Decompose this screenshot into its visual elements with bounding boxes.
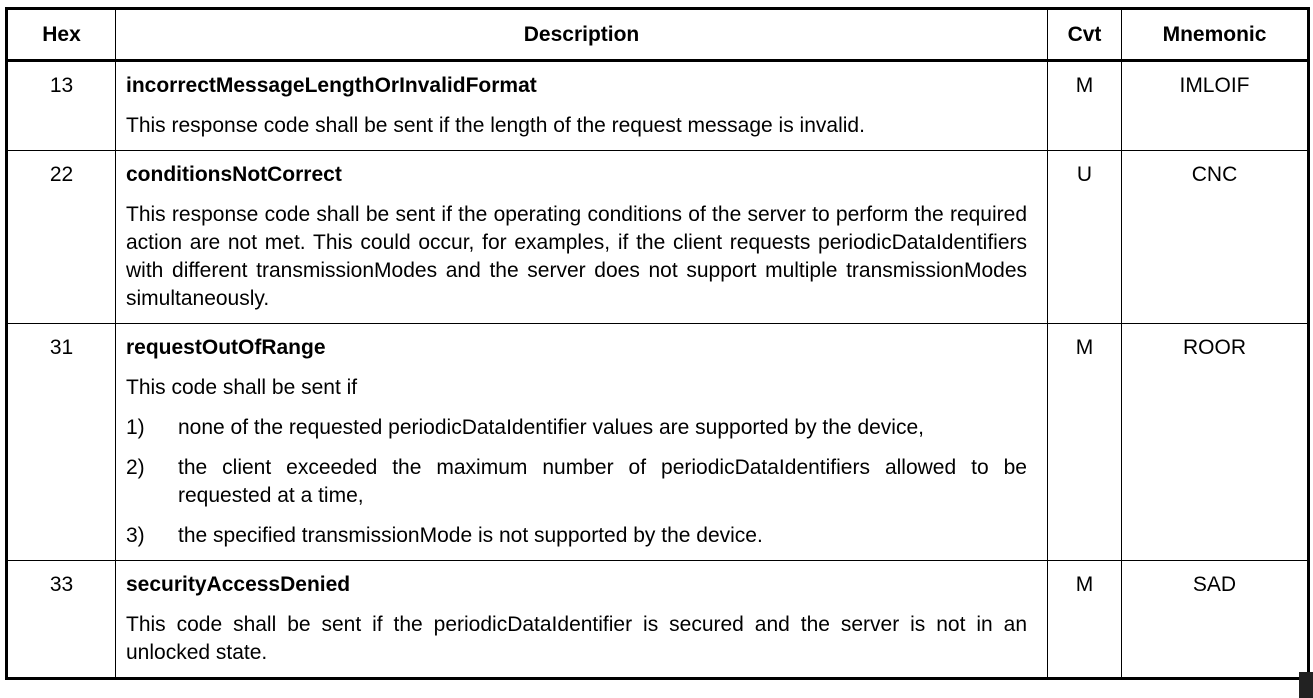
- code-name: requestOutOfRange: [126, 336, 326, 359]
- table-row: [7, 561, 1309, 679]
- response-code-table: [5, 7, 1310, 680]
- list-item-number: 2): [126, 456, 145, 479]
- hex-cell: 13: [7, 61, 116, 151]
- page-edge-mark: [1299, 672, 1313, 698]
- cvt-cell: U: [1048, 151, 1122, 324]
- header-description: Description: [116, 9, 1048, 61]
- code-description: This response code shall be sent if the length of the request message is invalid.: [126, 114, 865, 137]
- list-item: [126, 522, 1027, 550]
- mnemonic-cell: IMLOIF: [1122, 61, 1309, 151]
- hex-cell: 31: [7, 324, 116, 561]
- list-item-text: the client exceeded the maximum number of periodicDataIdentifiers allowed to be requested at a time,: [178, 456, 1027, 507]
- table-row: [7, 324, 1309, 561]
- description-cell: [116, 61, 1048, 151]
- table-row: [7, 61, 1309, 151]
- header-cvt: Cvt: [1048, 9, 1122, 61]
- description-cell: [116, 151, 1048, 324]
- mnemonic-cell: CNC: [1122, 151, 1309, 324]
- list-item-number: 1): [126, 416, 145, 439]
- code-description: This code shall be sent if: [126, 376, 358, 399]
- list-item-text: the specified transmissionMode is not supported by the device.: [178, 524, 763, 547]
- table-row: [7, 151, 1309, 324]
- list-item-number: 3): [126, 524, 145, 547]
- list-item: [126, 414, 1027, 442]
- mnemonic-cell: ROOR: [1122, 324, 1309, 561]
- list-item-text: none of the requested periodicDataIdentifier values are supported by the device,: [178, 416, 924, 439]
- header-mnemonic: Mnemonic: [1122, 9, 1309, 61]
- header-row: [7, 9, 1309, 61]
- code-name: incorrectMessageLengthOrInvalidFormat: [126, 74, 537, 97]
- hex-cell: 33: [7, 561, 116, 679]
- hex-cell: 22: [7, 151, 116, 324]
- code-description: This code shall be sent if the periodicDataIdentifier is secured and the server is not in an unlocked state.: [126, 613, 1027, 664]
- code-name: securityAccessDenied: [126, 573, 351, 596]
- description-cell: [116, 324, 1048, 561]
- cvt-cell: M: [1048, 61, 1122, 151]
- cvt-cell: M: [1048, 561, 1122, 679]
- cvt-cell: M: [1048, 324, 1122, 561]
- list-item: [126, 454, 1027, 510]
- header-hex: Hex: [7, 9, 116, 61]
- mnemonic-cell: SAD: [1122, 561, 1309, 679]
- code-name: conditionsNotCorrect: [126, 163, 342, 186]
- code-description: This response code shall be sent if the operating conditions of the server to perform the required action are not met. This could occur, for examples, if the client requests periodicDataIdentifiers with different transmissionModes and the server does not support multiple transmissionModes simultaneously.: [126, 203, 1027, 310]
- description-cell: [116, 561, 1048, 679]
